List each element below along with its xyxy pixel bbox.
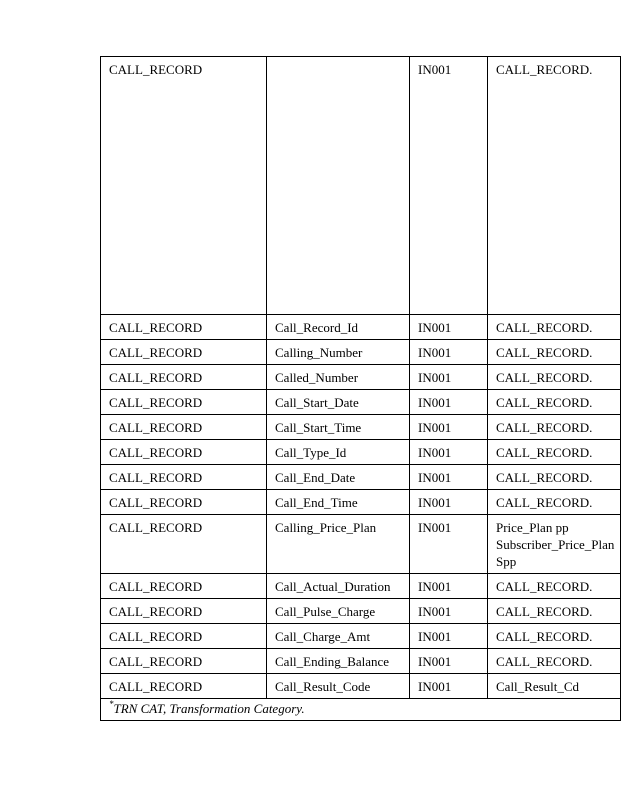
- rule-line: Spp: [496, 554, 517, 569]
- table-row: [101, 390, 621, 415]
- rule-cell: [488, 490, 621, 515]
- table-row: [101, 574, 621, 599]
- table-row: [101, 440, 621, 465]
- table-row: [101, 315, 621, 340]
- attribute-cell: Call_Ending_Balance: [267, 649, 410, 674]
- mapping-table-body: [101, 57, 621, 721]
- rule-cell: [488, 390, 621, 415]
- entity-cell: CALL_RECORD: [101, 624, 267, 649]
- trn-cat-cell: IN001: [410, 415, 488, 440]
- rule-cell: [488, 674, 621, 699]
- attribute-cell: Call_Pulse_Charge: [267, 599, 410, 624]
- entity-cell: CALL_RECORD: [101, 515, 267, 574]
- table-row: [101, 515, 621, 574]
- attribute-cell: Calling_Number: [267, 340, 410, 365]
- entity-cell: CALL_RECORD: [101, 340, 267, 365]
- rule-cell: [488, 515, 621, 574]
- rule-line: CALL_RECORD.: [496, 345, 593, 360]
- entity-cell: CALL_RECORD: [101, 674, 267, 699]
- rule-line: CALL_RECORD.: [496, 445, 593, 460]
- attribute-cell: Call_Start_Date: [267, 390, 410, 415]
- table-row: [101, 599, 621, 624]
- table-row: [101, 57, 621, 315]
- attribute-cell: Called_Number: [267, 365, 410, 390]
- trn-cat-cell: IN001: [410, 57, 488, 315]
- attribute-cell: Call_End_Date: [267, 465, 410, 490]
- rule-line: Subscriber_Price_Plan: [496, 537, 615, 552]
- footnote: [101, 699, 621, 721]
- rule-cell: [488, 574, 621, 599]
- rule-line: CALL_RECORD.: [496, 470, 593, 485]
- attribute-cell: Call_Actual_Duration: [267, 574, 410, 599]
- rule-line: CALL_RECORD.: [496, 604, 593, 619]
- rule-cell: [488, 624, 621, 649]
- rule-cell: [488, 415, 621, 440]
- rule-line: Price_Plan pp: [496, 520, 569, 535]
- rule-line: CALL_RECORD.: [496, 495, 593, 510]
- footnote-marker: *: [109, 699, 114, 709]
- trn-cat-cell: IN001: [410, 465, 488, 490]
- rule-cell: [488, 365, 621, 390]
- rule-cell: [488, 340, 621, 365]
- trn-cat-cell: IN001: [410, 315, 488, 340]
- mapping-table: [100, 56, 621, 721]
- table-row: [101, 340, 621, 365]
- trn-cat-cell: IN001: [410, 440, 488, 465]
- trn-cat-cell: IN001: [410, 674, 488, 699]
- trn-cat-cell: IN001: [410, 490, 488, 515]
- footnote-text: TRN CAT, Transformation Category.: [113, 701, 305, 716]
- attribute-cell: Call_Result_Code: [267, 674, 410, 699]
- rule-cell: [488, 599, 621, 624]
- rule-line: CALL_RECORD.: [496, 654, 593, 669]
- attribute-cell: Call_Record_Id: [267, 315, 410, 340]
- table-row: [101, 674, 621, 699]
- rule-cell: [488, 57, 621, 315]
- rule-cell: [488, 440, 621, 465]
- rule-cell: [488, 465, 621, 490]
- rule-line: CALL_RECORD.: [496, 370, 593, 385]
- rule-line: CALL_RECORD.: [496, 629, 593, 644]
- table-row: [101, 624, 621, 649]
- entity-cell: CALL_RECORD: [101, 365, 267, 390]
- rule-line: CALL_RECORD.: [496, 579, 593, 594]
- footnote-row: [101, 699, 621, 721]
- table-row: [101, 649, 621, 674]
- rule-line: CALL_RECORD.: [496, 420, 593, 435]
- trn-cat-cell: IN001: [410, 340, 488, 365]
- rule-cell: [488, 649, 621, 674]
- entity-cell: CALL_RECORD: [101, 649, 267, 674]
- trn-cat-cell: IN001: [410, 624, 488, 649]
- rule-cell: [488, 315, 621, 340]
- entity-cell: CALL_RECORD: [101, 599, 267, 624]
- attribute-cell: Call_Charge_Amt: [267, 624, 410, 649]
- rule-line: CALL_RECORD.: [496, 320, 593, 335]
- attribute-cell: Call_End_Time: [267, 490, 410, 515]
- attribute-cell: Call_Start_Time: [267, 415, 410, 440]
- rule-line: CALL_RECORD.: [496, 62, 593, 77]
- rule-line: Call_Result_Cd: [496, 679, 580, 694]
- entity-cell: CALL_RECORD: [101, 415, 267, 440]
- entity-cell: CALL_RECORD: [101, 490, 267, 515]
- trn-cat-cell: IN001: [410, 599, 488, 624]
- trn-cat-cell: IN001: [410, 390, 488, 415]
- attribute-cell: Calling_Price_Plan: [267, 515, 410, 574]
- table-row: [101, 465, 621, 490]
- entity-cell: CALL_RECORD: [101, 315, 267, 340]
- entity-cell: CALL_RECORD: [101, 574, 267, 599]
- attribute-cell: [267, 57, 410, 315]
- entity-cell: CALL_RECORD: [101, 465, 267, 490]
- table-row: [101, 365, 621, 390]
- table-row: [101, 415, 621, 440]
- entity-cell: CALL_RECORD: [101, 390, 267, 415]
- trn-cat-cell: IN001: [410, 365, 488, 390]
- trn-cat-cell: IN001: [410, 515, 488, 574]
- entity-cell: CALL_RECORD: [101, 57, 267, 315]
- trn-cat-cell: IN001: [410, 649, 488, 674]
- rule-line: CALL_RECORD.: [496, 395, 593, 410]
- table-row: [101, 490, 621, 515]
- entity-cell: CALL_RECORD: [101, 440, 267, 465]
- attribute-cell: Call_Type_Id: [267, 440, 410, 465]
- trn-cat-cell: IN001: [410, 574, 488, 599]
